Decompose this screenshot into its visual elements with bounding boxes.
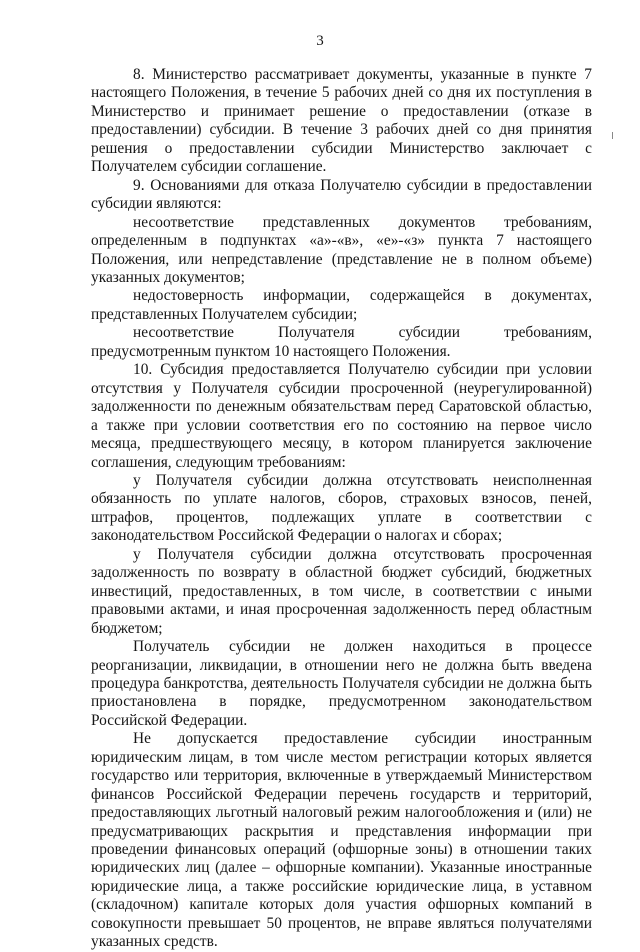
refusal-ground-documents-mismatch: несоответствие представленных документов требованиям, определенным в подпунктах «а»-«в», «е»-«з» пункта 7 настоящего Положения, или непредставление (представление не в полном объеме) указанных документов; [91, 213, 592, 286]
paragraph-offshore-restriction: Не допускается предоставление субсидии иностранным юридическим лицам, в том числе местом регистрации которых является государство или территория, включенные в утверждаемый Министерством финансов Российской Федерации перечень государств и территорий, предоставляющих льготный налоговый режим налогообложения и (или) не предусматривающих раскрытия и представления информации при проведении финансовых операций (офшорные зоны) в отношении таких юридических лиц (далее – офшорные компании). Указанные иностранные юридические лица, а также российские юридические лица, в уставном (складочном) капитале которых доля участия офшорных компаний в совокупности превышает 50 процентов, не вправе являться получателями указанных средств. [91, 730, 592, 951]
paragraph-8-review-documents: 8. Министерство рассматривает документы, указанные в пункте 7 настоящего Положения, в течение 5 рабочих дней со дня их поступления в Министерство и принимает решение о предоставлении (отказе в предоставлении) субсидии. В течение 3 рабочих дней со дня принятия решения о предоставлении субсидии Министерство заключает с Получателем субсидии соглашение. [91, 66, 592, 176]
refusal-ground-requirements-mismatch: несоответствие Получателя субсидии требованиям, предусмотренным пунктом 10 настоящего Положения. [91, 324, 592, 360]
requirement-no-budget-debt: у Получателя субсидии должна отсутствовать просроченная задолженность по возврату в областной бюджет субсидий, бюджетных инвестиций, предоставленных, в том числе, в соответствии с иными правовыми актами, и иная просроченная задолженность перед областным бюджетом; [91, 545, 592, 637]
requirement-no-reorganization: Получатель субсидии не должен находиться в процессе реорганизации, ликвидации, в отношении него не должна быть введена процедура банкротства, деятельность Получателя субсидии не должна быть приостановлена в порядке, предусмотренном законодательством Российской Федерации. [91, 638, 592, 729]
refusal-ground-unreliable-information: недостоверность информации, содержащейся в документах, представленных Получателем субсидии; [91, 287, 592, 323]
scan-artifact-mark [612, 132, 613, 139]
page-number: 3 [316, 33, 324, 49]
paragraph-10-subsidy-conditions: 10. Субсидия предоставляется Получателю субсидии при условии отсутствия у Получателя субсидии просроченной (неурегулированной) задолженности по денежным обязательствам перед Саратовской областью, а также при условии соответствия его по состоянию на первое число месяца, предшествующего месяцу, в котором планируется заключение соглашения, следующим требованиям: [91, 361, 592, 471]
requirement-no-tax-debt: у Получателя субсидии должна отсутствовать неисполненная обязанность по уплате налогов, сборов, страховых взносов, пеней, штрафов, процентов, подлежащих уплате в соответствии с законодательством Российской Федерации о налогах и сборах; [91, 471, 592, 545]
paragraph-9-refusal-grounds: 9. Основаниями для отказа Получателю субсидии в предоставлении субсидии являются: [91, 176, 592, 213]
document-body [91, 66, 592, 952]
